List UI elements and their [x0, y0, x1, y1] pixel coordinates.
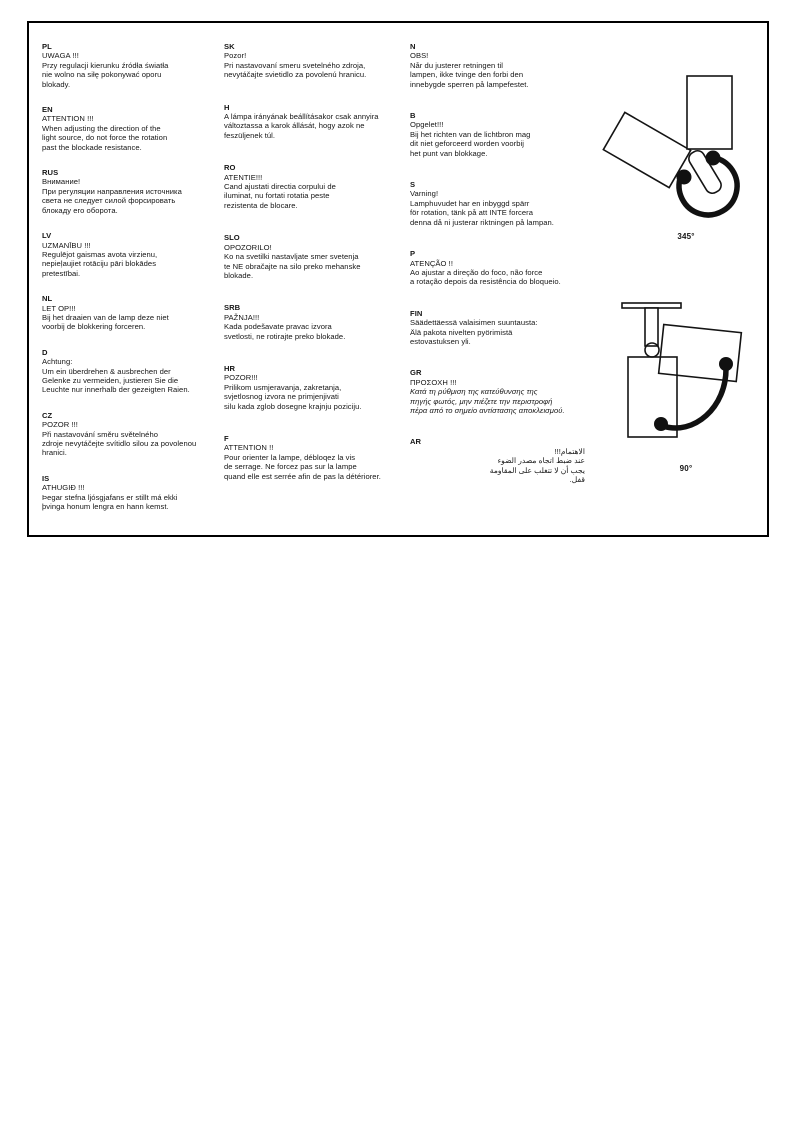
language-code-label: AR: [410, 437, 422, 447]
warning-line: ΠΡΟΣΟΧΗ !!!: [410, 377, 457, 387]
rotation-angle-label-90: 90°: [679, 464, 693, 473]
language-block-nl: [42, 294, 222, 332]
text-line: Κατά τη ρύθμιση της κατεύθυνσης της: [410, 387, 538, 397]
text-line: Lamphuvudet har en inbyggd spärr: [410, 198, 530, 208]
language-code-label: NL: [42, 294, 53, 304]
warning-line: Opgelet!!!: [410, 120, 444, 130]
spotlight-rotation-diagram: [595, 60, 770, 250]
text-line: При регуляции направления источника: [42, 186, 182, 196]
text-line: Gelenke zu vermeiden, justieren Sie die: [42, 375, 179, 385]
text-line: svetlosti, ne rotirajte preko blokade.: [224, 331, 346, 341]
text-line: Älä pakota nivelten pyörimistä: [410, 327, 513, 337]
warning-column-3: [410, 42, 585, 506]
language-block-d: [42, 348, 222, 395]
pivot-joint-lower: [654, 417, 668, 431]
language-code-label: IS: [42, 473, 50, 483]
language-code-label: LV: [42, 231, 52, 241]
language-block-srb: [224, 303, 408, 341]
lamp-head-tilted: [659, 325, 742, 382]
text-line: Kada podešavate pravac izvora: [224, 322, 332, 332]
lamp-mount-box: [687, 76, 732, 149]
mounting-stem: [645, 308, 658, 346]
language-code-label: N: [410, 42, 416, 51]
language-block-hr: [224, 364, 408, 411]
language-code-label: SK: [224, 42, 235, 51]
text-line: Ko na svetilki nastavljate smer svetenja: [224, 252, 359, 262]
text-line: quand elle est serrée afin de pas la détériorer.: [224, 471, 381, 481]
warning-line: الاهتمام!!!: [554, 446, 585, 456]
language-block-f: [224, 434, 408, 481]
pivot-joint-lower: [677, 170, 692, 185]
language-code-label: B: [410, 111, 416, 121]
text-line: πέρα από το σημείο αντίστασης αποκλεισμού.: [410, 405, 565, 415]
text-line: Při nastavování směru světelného: [42, 429, 158, 439]
warning-line: Varning!: [410, 189, 439, 199]
warning-line: Внимание!: [42, 177, 81, 187]
language-code-label: F: [224, 433, 229, 443]
text-line: te NE obračajte na silo preko mehanske: [224, 261, 361, 271]
text-line: de serrage. Ne forcez pas sur la lampe: [224, 462, 357, 472]
warning-line: ATHUGIÐ !!!: [42, 483, 85, 493]
language-block-rus: [42, 168, 222, 215]
text-line: pretestībai.: [42, 268, 81, 278]
text-line: يجب أن لا تتغلب على المقاومة: [489, 465, 585, 475]
language-code-label: SLO: [224, 233, 240, 243]
text-line: Regulējot gaismas avota virzienu,: [42, 249, 158, 259]
language-code-label: S: [410, 180, 416, 190]
text-line: When adjusting the direction of the: [42, 123, 161, 133]
warning-column-2: [224, 42, 408, 504]
text-line: Bij het draaien van de lamp deze niet: [42, 312, 169, 322]
text-line: Cand ajustati directia corpului de: [224, 182, 336, 192]
text-line: Przy regulacji kierunku źródła światła: [42, 60, 169, 70]
warning-line: OBS!: [410, 51, 429, 61]
text-line: Leuchte nur innerhalb der gezeigten Raien.: [42, 385, 190, 395]
language-code-label: RO: [224, 163, 236, 173]
pivot-joint-upper: [719, 357, 733, 371]
text-line: för rotation, tänk på att INTE forcera: [410, 208, 534, 218]
language-block-cz: [42, 411, 222, 458]
text-line: света не следует силой форсировать: [42, 196, 176, 206]
warning-line: OPOZORILO!: [224, 242, 272, 252]
text-line: rezistenta de blocare.: [224, 200, 298, 210]
text-line: Bij het richten van de lichtbron mag: [410, 129, 531, 139]
text-line: iluminat, nu fortati rotatia peste: [224, 191, 330, 201]
text-line: Pri nastavovaní smeru svetelného zdroja,: [224, 60, 366, 70]
language-code-label: SRB: [224, 303, 241, 313]
language-block-n: [410, 42, 585, 89]
warning-column-1: [42, 42, 222, 527]
text-line: hranici.: [42, 448, 67, 458]
warning-line: UZMANĪBU !!!: [42, 240, 91, 250]
language-code-label: FIN: [410, 308, 423, 318]
text-line: változtassa a karok állását, hogy azok ne: [224, 121, 365, 131]
text-line: nepieļaujiet rotāciju pāri blokādes: [42, 259, 157, 269]
warning-line: ATENTIE!!!: [224, 172, 263, 182]
language-code-label: D: [42, 347, 48, 357]
language-block-pl: [42, 42, 222, 89]
text-line: a rotação depois da resistência do bloqueio.: [410, 277, 561, 287]
warning-line: UWAGA !!!: [42, 51, 79, 61]
text-line: Prilikom usmjeravanja, zakretanja,: [224, 382, 342, 392]
language-block-is: [42, 474, 222, 512]
warning-line: ATTENTION !!!: [42, 114, 94, 124]
language-code-label: HR: [224, 363, 236, 373]
warning-line: ATTENTION !!: [224, 443, 274, 453]
language-block-slo: [224, 233, 408, 280]
text-line: zdroje nevytáčejte svítidlo silou za povolenou: [42, 439, 197, 448]
text-line: silu kada zglob dosegne krajnju poziciju.: [224, 401, 362, 411]
rotation-angle-label-345: 345°: [677, 232, 695, 241]
language-code-label: P: [410, 249, 416, 259]
text-line: voorbij de blokkering forceren.: [42, 322, 146, 332]
language-code-label: CZ: [42, 410, 53, 420]
text-line: het punt van blokkage.: [410, 148, 488, 158]
text-line: قفل.: [569, 475, 585, 484]
language-block-lv: [42, 231, 222, 278]
text-line: feszüljenek túl.: [224, 130, 276, 140]
warning-line: LET OP!!!: [42, 303, 76, 313]
warning-line: Säädettäessä valaisimen suuntausta:: [410, 318, 538, 328]
text-line: innebygde sperren på lampefestet.: [410, 79, 529, 89]
language-block-p: [410, 249, 585, 287]
language-block-ar: [410, 437, 585, 484]
language-block-gr: [410, 368, 585, 415]
text-line: nie wolno na siłę pokonywać oporu: [42, 70, 162, 80]
language-code-label: PL: [42, 42, 52, 51]
language-code-label: RUS: [42, 168, 59, 178]
language-block-h: [224, 103, 408, 141]
warning-line: Achtung:: [42, 357, 73, 367]
text-line: blokady.: [42, 79, 71, 89]
ceiling-lamp-rotation-diagram: [595, 290, 770, 485]
text-line: Um ein überdrehen & ausbrechen der: [42, 366, 171, 376]
language-block-b: [410, 111, 585, 158]
warning-line: POZOR!!!: [224, 373, 258, 383]
rotation-arc-90: [663, 367, 726, 428]
text-line: past the blockade resistance.: [42, 142, 142, 152]
text-line: blokade.: [224, 270, 254, 280]
text-line: estovastuksen yli.: [410, 336, 471, 346]
language-code-label: EN: [42, 105, 53, 115]
text-line: Når du justerer retningen til: [410, 60, 504, 70]
text-line: dit niet geforceerd worden voorbij: [410, 139, 524, 149]
text-line: Ao ajustar a direção do foco, não force: [410, 267, 543, 277]
language-block-sk: [224, 42, 408, 80]
warning-line: A lámpa irányának beállításakor csak annyira: [224, 112, 379, 122]
language-block-fin: [410, 309, 585, 347]
language-block-ro: [224, 163, 408, 210]
text-line: πηγής φωτός, μην πιέζετε την περιστροφή: [410, 396, 553, 406]
text-line: denna då ni justerar riktningen på lampan.: [410, 217, 554, 227]
text-line: Þegar stefna ljósgjafans er stillt má ekki: [42, 492, 178, 502]
warning-line: POZOR !!!: [42, 420, 78, 430]
text-line: light source, do not force the rotation: [42, 133, 168, 143]
text-line: Pour orienter la lampe, débloqez la vis: [224, 452, 356, 462]
warning-line: ATENÇÃO !!: [410, 258, 453, 268]
text-line: þvinga honum lengra en hann kemst.: [42, 502, 169, 512]
text-line: блокаду его оборота.: [42, 205, 118, 215]
text-line: lampen, ikke tvinge den forbi den: [410, 70, 524, 80]
text-line: عند ضبط اتجاه مصدر الضوء: [497, 456, 585, 466]
text-line: svjetlosnog izvora ne primjenjivati: [224, 392, 339, 402]
text-line: nevytáčajte svietidlo za povolenú hranicu.: [224, 70, 367, 80]
language-code-label: GR: [410, 368, 422, 378]
language-block-en: [42, 105, 222, 152]
pivot-joint-upper: [706, 151, 721, 166]
language-code-label: H: [224, 102, 230, 112]
warning-line: PAŽNJA!!!: [224, 312, 260, 322]
warning-line: Pozor!: [224, 51, 247, 61]
language-block-s: [410, 180, 585, 227]
